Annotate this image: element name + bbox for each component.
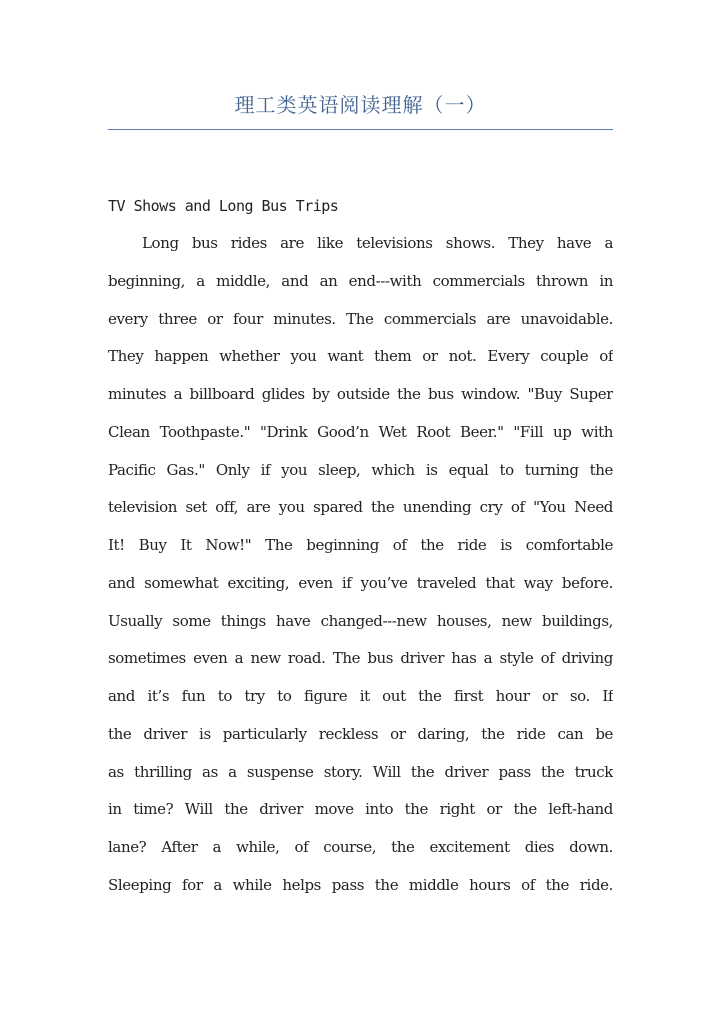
body-line: as thrilling as a suspense story. Will the driver pass the truck — [108, 762, 613, 781]
body-line: Long bus rides are like televisions shows. They have a — [142, 234, 613, 252]
body-line: beginning, a middle, and an end---with commercials thrown in — [108, 271, 613, 290]
body-line: Sleeping for a while helps pass the middle hours of the ride. — [108, 875, 613, 894]
body-line: television set off, are you spared the unending cry of "You Need — [108, 498, 613, 517]
body-line: It! Buy It Now!" The beginning of the ride is comfortable — [108, 536, 613, 554]
body-line: lane? After a while, of course, the excitement dies down. — [108, 838, 613, 856]
body-line: and somewhat exciting, even if you’ve traveled that way before. — [108, 573, 613, 592]
body-line: sometimes even a new road. The bus driver has a style of driving — [108, 649, 613, 668]
document-title: 理工类英语阅读理解（一） — [234, 93, 487, 117]
body-line: the driver is particularly reckless or daring, the ride can be — [108, 724, 613, 743]
body-line: Usually some things have changed---new houses, new buildings, — [108, 611, 613, 630]
title-underline — [108, 129, 613, 130]
body-line: in time? Will the driver move into the right or the left-hand — [108, 800, 613, 819]
body-line: every three or four minutes. The commercials are unavoidable. — [108, 309, 613, 328]
body-line: minutes a billboard glides by outside the bus window. "Buy Super — [108, 385, 613, 403]
body-line: Pacific Gas." Only if you sleep, which is equal to turning the — [108, 460, 613, 479]
article-heading: TV Shows and Long Bus Trips — [108, 197, 339, 215]
body-line: and it’s fun to try to figure it out the first hour or so. If — [108, 687, 613, 705]
body-line: Clean Toothpaste." "Drink Good’n Wet Root Beer." "Fill up with — [108, 422, 613, 441]
article-body — [108, 225, 613, 905]
body-line: They happen whether you want them or not. Every couple of — [108, 347, 613, 366]
